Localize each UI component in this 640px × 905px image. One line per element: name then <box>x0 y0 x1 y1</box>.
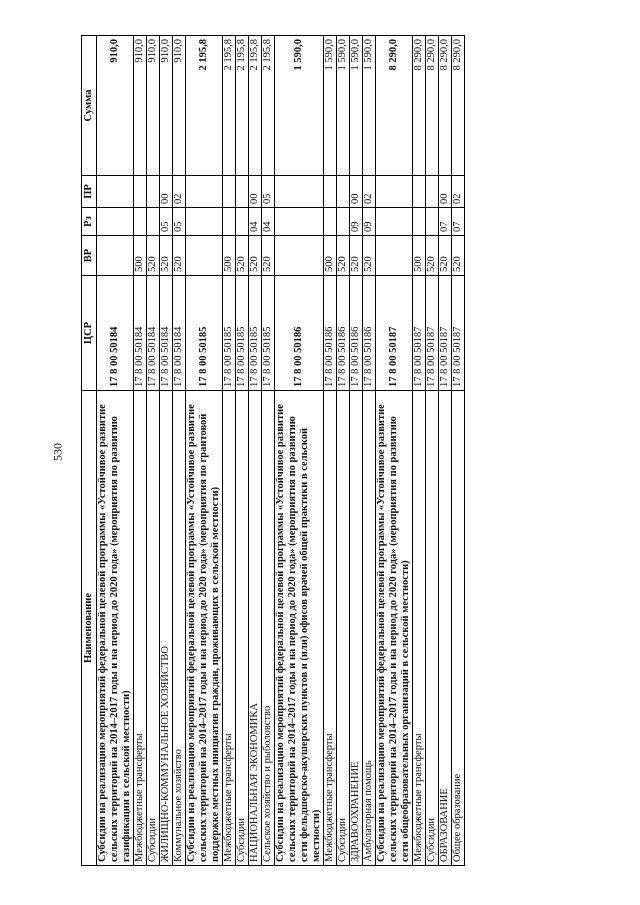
cell-vr: 520 <box>426 236 439 276</box>
cell-name: Субсидии на реализацию мероприятий федеральной целевой программы «Устойчивое развитие сельских территорий на 2014–2017 годы и на период до 2020 года» (мероприятия по развитию газификации в сельской местности) <box>97 391 134 866</box>
cell-csr: 17 8 00 50185 <box>223 276 236 391</box>
cell-pr: 00 <box>249 176 262 208</box>
cell-rz: 04 <box>249 208 262 236</box>
table-row <box>337 36 350 866</box>
cell-name: Субсидии <box>147 391 160 866</box>
cell-pr: 02 <box>452 176 465 208</box>
cell-csr: 17 8 00 50187 <box>413 276 426 391</box>
header-pr: ПР <box>82 176 97 208</box>
table-row <box>426 36 439 866</box>
cell-vr: 520 <box>337 236 350 276</box>
cell-csr: 17 8 00 50186 <box>337 276 350 391</box>
cell-rz <box>337 208 350 236</box>
cell-rz: 05 <box>160 208 173 236</box>
cell-vr: 520 <box>350 236 363 276</box>
table-row <box>173 36 186 866</box>
cell-csr: 17 8 00 50184 <box>134 276 147 391</box>
cell-sum: 910,0 <box>160 36 173 176</box>
cell-pr <box>134 176 147 208</box>
cell-pr <box>376 176 413 208</box>
table-row <box>350 36 363 866</box>
cell-name: Субсидии <box>426 391 439 866</box>
cell-rz <box>97 208 134 236</box>
cell-pr <box>236 176 249 208</box>
cell-pr <box>97 176 134 208</box>
cell-csr: 17 8 00 50186 <box>363 276 376 391</box>
header-vr: ВР <box>82 236 97 276</box>
cell-name: Субсидии на реализацию мероприятий федеральной целевой программы «Устойчивое развитие сельских территорий на 2014–2017 годы и на период до 2020 года» (мероприятия по развитию сети общеобразовательных организаций в сельской местности) <box>376 391 413 866</box>
cell-sum: 8 290,0 <box>376 36 413 176</box>
cell-rz: 05 <box>173 208 186 236</box>
cell-name: Сельское хозяйство и рыболовство <box>262 391 275 866</box>
cell-vr <box>97 236 134 276</box>
cell-vr: 520 <box>262 236 275 276</box>
cell-vr: 520 <box>249 236 262 276</box>
cell-vr: 520 <box>439 236 452 276</box>
cell-csr: 17 8 00 50184 <box>160 276 173 391</box>
cell-csr: 17 8 00 50187 <box>376 276 413 391</box>
cell-rz <box>147 208 160 236</box>
cell-vr: 500 <box>324 236 337 276</box>
cell-name: Субсидии на реализацию мероприятий федеральной целевой программы «Устойчивое развитие сельских территорий на 2014–2017 годы и на период до 2020 года» (мероприятия по грантовой поддержке местных инициатив граждан, проживающих в сельской местности) <box>186 391 223 866</box>
header-name: Наименование <box>82 391 97 866</box>
budget-table <box>81 35 465 866</box>
cell-csr: 17 8 00 50186 <box>350 276 363 391</box>
cell-sum: 910,0 <box>134 36 147 176</box>
cell-vr: 520 <box>452 236 465 276</box>
cell-name: ЗДРАВООХРАНЕНИЕ <box>350 391 363 866</box>
cell-pr <box>223 176 236 208</box>
cell-name: Межбюджетные трансферты <box>324 391 337 866</box>
cell-csr: 17 8 00 50185 <box>262 276 275 391</box>
cell-rz: 07 <box>452 208 465 236</box>
cell-rz <box>275 208 324 236</box>
table-row <box>160 36 173 866</box>
cell-name: ЖИЛИЩНО-КОММУНАЛЬНОЕ ХОЗЯЙСТВО <box>160 391 173 866</box>
cell-pr: 02 <box>363 176 376 208</box>
cell-pr <box>426 176 439 208</box>
table-row <box>186 36 223 866</box>
table-row <box>376 36 413 866</box>
cell-rz <box>376 208 413 236</box>
cell-sum: 2 195,8 <box>186 36 223 176</box>
cell-vr: 520 <box>147 236 160 276</box>
cell-vr: 520 <box>160 236 173 276</box>
table-row <box>249 36 262 866</box>
cell-name: Субсидии на реализацию мероприятий федеральной целевой программы «Устойчивое развитие сельских территорий на 2014–2017 годы и на период до 2020 года» (мероприятия по развитию сети фельдшерско-акушерских пунктов и (или) офисов врачей общей практики в сельской местности) <box>275 391 324 866</box>
cell-vr: 500 <box>413 236 426 276</box>
cell-rz: 04 <box>262 208 275 236</box>
rotated-page <box>81 36 561 866</box>
cell-vr: 500 <box>223 236 236 276</box>
cell-rz <box>186 208 223 236</box>
cell-name: Субсидии <box>236 391 249 866</box>
cell-csr: 17 8 00 50185 <box>186 276 223 391</box>
cell-csr: 17 8 00 50185 <box>236 276 249 391</box>
cell-pr <box>413 176 426 208</box>
cell-pr <box>275 176 324 208</box>
table-row <box>262 36 275 866</box>
table-row <box>134 36 147 866</box>
cell-rz <box>324 208 337 236</box>
cell-sum: 1 590,0 <box>275 36 324 176</box>
cell-vr <box>186 236 223 276</box>
table-row <box>452 36 465 866</box>
cell-csr: 17 8 00 50187 <box>452 276 465 391</box>
cell-csr: 17 8 00 50186 <box>275 276 324 391</box>
cell-sum: 2 195,8 <box>262 36 275 176</box>
cell-rz: 09 <box>363 208 376 236</box>
cell-sum: 8 290,0 <box>439 36 452 176</box>
cell-sum: 8 290,0 <box>413 36 426 176</box>
cell-rz <box>134 208 147 236</box>
cell-vr: 520 <box>363 236 376 276</box>
cell-name: Межбюджетные трансферты <box>223 391 236 866</box>
cell-pr <box>186 176 223 208</box>
cell-csr: 17 8 00 50187 <box>426 276 439 391</box>
cell-vr <box>275 236 324 276</box>
table-row <box>147 36 160 866</box>
cell-sum: 1 590,0 <box>337 36 350 176</box>
cell-vr <box>376 236 413 276</box>
header-csr: ЦСР <box>82 276 97 391</box>
cell-vr: 520 <box>173 236 186 276</box>
cell-csr: 17 8 00 50184 <box>147 276 160 391</box>
cell-vr: 500 <box>134 236 147 276</box>
cell-sum: 910,0 <box>147 36 160 176</box>
cell-vr: 520 <box>236 236 249 276</box>
cell-rz <box>223 208 236 236</box>
table-row <box>439 36 452 866</box>
header-row <box>82 36 97 866</box>
table-row <box>413 36 426 866</box>
cell-pr <box>337 176 350 208</box>
cell-pr: 02 <box>173 176 186 208</box>
cell-rz: 07 <box>439 208 452 236</box>
table-row <box>236 36 249 866</box>
table-row <box>97 36 134 866</box>
table-row <box>275 36 324 866</box>
table-row <box>363 36 376 866</box>
cell-name: Коммунальное хозяйство <box>173 391 186 866</box>
cell-name: Межбюджетные трансферты <box>413 391 426 866</box>
cell-rz <box>413 208 426 236</box>
cell-sum: 8 290,0 <box>452 36 465 176</box>
page-number: 530 <box>50 443 65 461</box>
cell-pr: 00 <box>350 176 363 208</box>
cell-pr: 00 <box>160 176 173 208</box>
cell-name: ОБРАЗОВАНИЕ <box>439 391 452 866</box>
cell-sum: 2 195,8 <box>236 36 249 176</box>
cell-sum: 910,0 <box>97 36 134 176</box>
cell-sum: 1 590,0 <box>363 36 376 176</box>
header-sum: Сумма <box>82 36 97 176</box>
table-row <box>223 36 236 866</box>
cell-csr: 17 8 00 50185 <box>249 276 262 391</box>
cell-csr: 17 8 00 50184 <box>97 276 134 391</box>
cell-pr: 05 <box>262 176 275 208</box>
cell-sum: 2 195,8 <box>249 36 262 176</box>
cell-name: Амбулаторная помощь <box>363 391 376 866</box>
cell-sum: 910,0 <box>173 36 186 176</box>
cell-pr <box>324 176 337 208</box>
table-row <box>324 36 337 866</box>
header-rz: Рз <box>82 208 97 236</box>
cell-pr <box>147 176 160 208</box>
cell-name: Субсидии <box>337 391 350 866</box>
cell-sum: 1 590,0 <box>324 36 337 176</box>
cell-rz: 09 <box>350 208 363 236</box>
cell-sum: 1 590,0 <box>350 36 363 176</box>
cell-name: Общее образование <box>452 391 465 866</box>
cell-sum: 2 195,8 <box>223 36 236 176</box>
cell-rz <box>426 208 439 236</box>
cell-rz <box>236 208 249 236</box>
cell-name: Межбюджетные трансферты <box>134 391 147 866</box>
cell-csr: 17 8 00 50186 <box>324 276 337 391</box>
cell-csr: 17 8 00 50187 <box>439 276 452 391</box>
cell-sum: 8 290,0 <box>426 36 439 176</box>
cell-csr: 17 8 00 50184 <box>173 276 186 391</box>
cell-name: НАЦИОНАЛЬНАЯ ЭКОНОМИКА <box>249 391 262 866</box>
cell-pr: 00 <box>439 176 452 208</box>
